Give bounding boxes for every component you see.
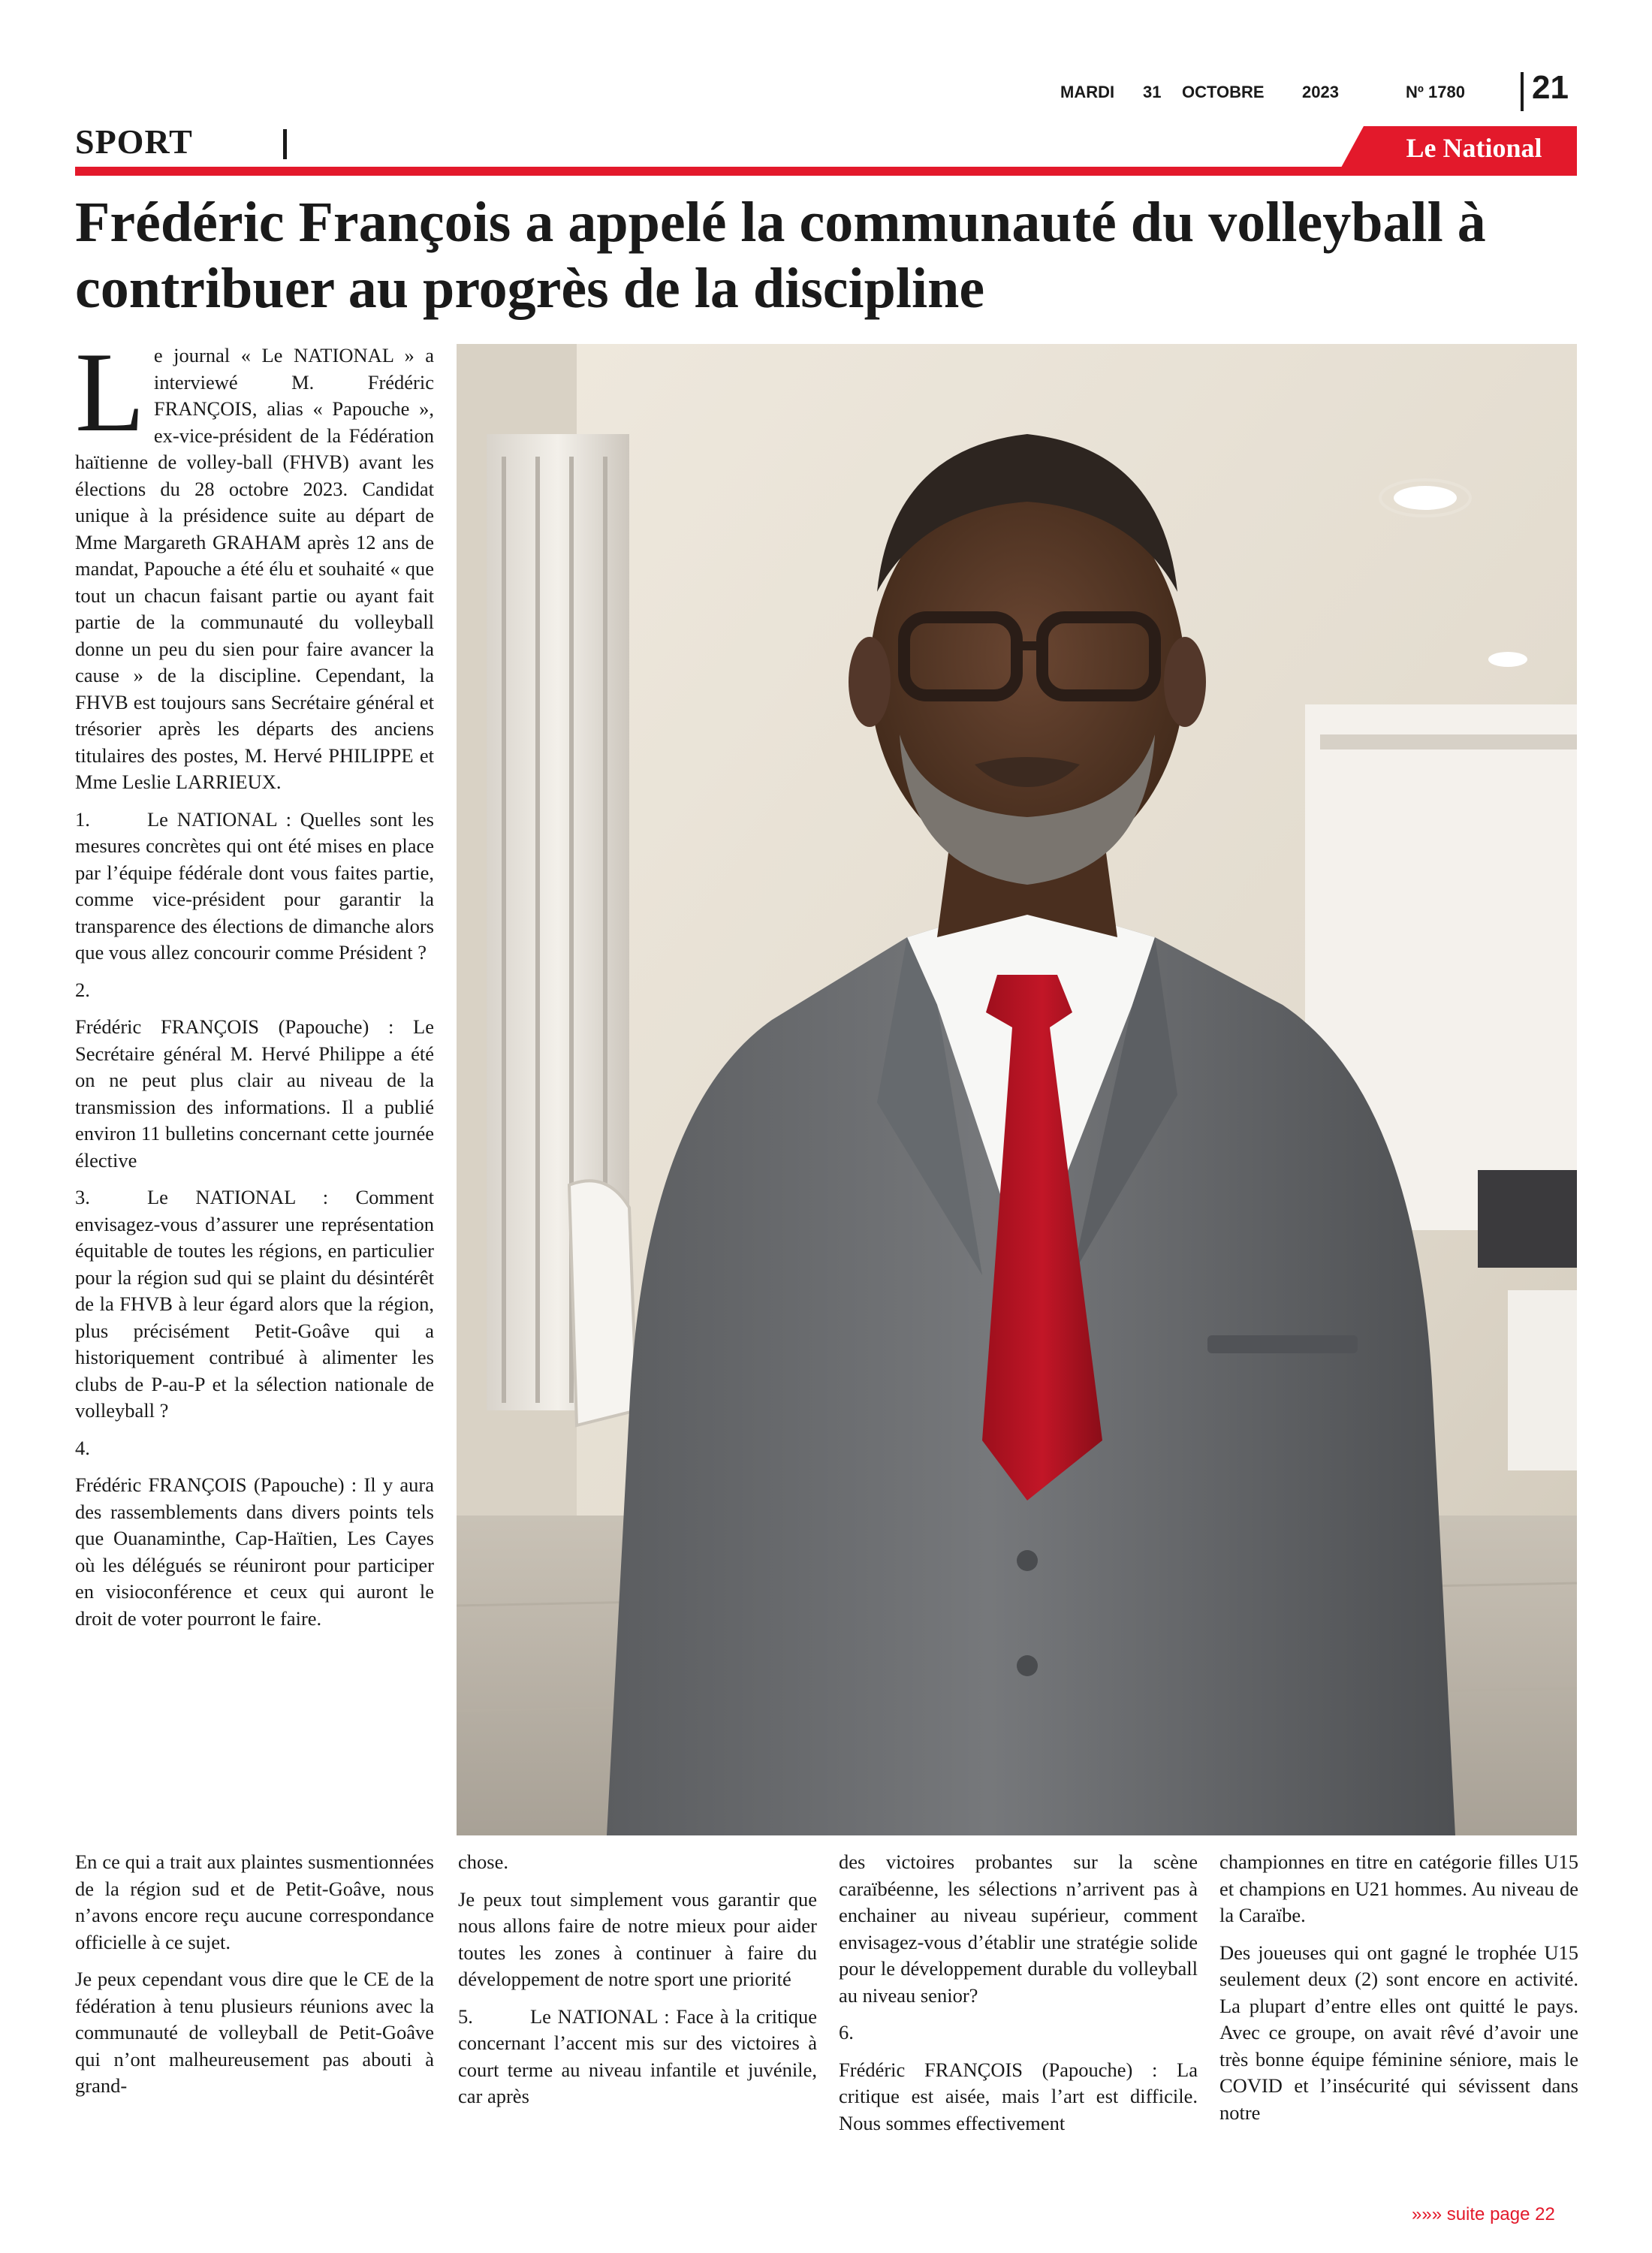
article-column-bottom-3: des victoires probantes sur la scène caraïbéenne, les sélections n’arrivent pas à enchainer au niveau supérieur, comment envisagez-vous d’établir une stratégie solide pour le développement durable du volleyball au niveau senior? 6. Frédéric FRANÇOIS (Papouche) : La critique est aisée, mais l’art est difficile. Nous sommes effectivement [839,1849,1198,2147]
article-column-left [75,329,434,1642]
masthead-year: 2023 [1302,83,1339,101]
drop-cap: L [75,329,145,455]
answer-1: Frédéric FRANÇOIS (Papouche) : Le Secrétaire général M. Hervé Philippe a été on ne peut plus clair au niveau de la transmission des informations. Il a publié environ 11 bulletins concernant cette journée élective [75,1015,434,1172]
article-column-bottom-1: En ce qui a trait aux plaintes susmentionnées de la région sud et de Petit-Goâve, nous n’avons encore reçu aucune correspondance officielle à ce sujet. Je peux cependant vous dire que le CE de la fédération à tenu plusieurs réunions avec la communauté de volleyball de Petit-Goâve qui n’ont malheureusement pas abouti à grand- [75,1850,434,2097]
answer-2-number: 4. [75,1436,90,1459]
answer-3: Frédéric FRANÇOIS (Papouche) : La critique est aisée, mais l’art est difficile. Nous sommes effectivement [839,2058,1198,2134]
continued-link[interactable]: »»» suite page 22 [1412,2204,1555,2224]
question-1: 1. Le NATIONAL : Quelles sont les mesures concrètes qui ont été mises en place par l’équipe fédérale dont vous faites partie, comme vice-président pour garantir la transparence des élections de dimanche alors que vous allez concourir comme Président ? [75,807,434,964]
question-2: 3. Le NATIONAL : Comment envisagez-vous d’assurer une représentation équitable de toutes les régions, en particulier pour la région sud qui se plaint du désintérêt de la FHVB à leur égard alors que la région, plus précisément Petit-Goâve qui a historiquement contribué à alimenter les clubs de P-au-P et la sélection nationale de volleyball ? [75,1186,434,1422]
answer-2: Frédéric FRANÇOIS (Papouche) : Il y aura des rassemblements dans divers points tels que Ouanaminthe, Cap-Haïtien, Les Cayes où les délégués se réuniront pour participer en visioconférence et ceux qui auront le droit de voter pourront le faire. [75,1473,434,1630]
brand-name: Le National [1406,133,1542,163]
portrait-photo [457,344,1577,1835]
page-number: 21 [1532,69,1569,106]
masthead-issue: Nº 1780 [1406,83,1465,101]
article-column-bottom-2: chose. Je peux tout simplement vous garantir que nous allons faire de notre mieux pour aider toutes les zones à continuer à faire du développement de notre sport une priorité 5. Le NATIONAL : Face à la critique concernant l’accent mis sur des victoires à court terme au niveau infantile et juvénile, car après [458,1849,817,2121]
article-column-bottom-4: championnes en titre en catégorie filles U15 et champions en U21 hommes. Au niveau de la Caraïbe. Des joueuses qui ont gagné le trophée U15 seulement deux (2) sont encore en activité. La plupart d’entre elles ont quitté le pays. Avec ce groupe, on avait rêvé d’avoir une très bonne équipe féminine séniore, mais le COVID et l’insécurité qui sévissent dans notre [1219,1850,1578,2124]
masthead-date: 31 [1143,83,1162,101]
masthead-dateline [1060,74,1578,104]
section-title: SPORT [75,122,193,161]
article-headline: Frédéric François a appelé la communauté du volleyball à contribuer au progrès de la discipline [75,191,1486,320]
masthead-day: MARDI [1060,83,1115,101]
page-number-divider [1521,72,1524,111]
masthead-month: OCTOBRE [1182,83,1265,101]
intro-paragraph [75,329,434,796]
intro-text: e journal « Le NATIONAL » a interviewé M. Frédéric FRANÇOIS, alias « Papouche », ex-vice-président de la Fédération haïtienne de volley-ball (FHVB) avant les élections du 28 octobre 2023. Candidat unique à la présidence suite au départ de Mme Margareth GRAHAM après 12 ans de mandat, Papouche a été élu et souhaité « que tout un chacun faisant partie ou ayant fait partie de la communauté du volleyball donne un peu du sien pour faire avancer la cause » de la discipline. Cependant, la FHVB est toujours sans Secrétaire général et trésorier après les départs des anciens titulaires des postes, M. Hervé PHILIPPE et Mme Leslie LARRIEUX. [75,344,434,793]
answer-3-number: 6. [839,2021,854,2043]
section-divider [283,129,287,159]
question-3: 5. Le NATIONAL : Face à la critique concernant l’accent mis sur des victoires à court terme au niveau infantile et juvénile, car après [458,2004,817,2107]
answer-1-number: 2. [75,978,90,1001]
